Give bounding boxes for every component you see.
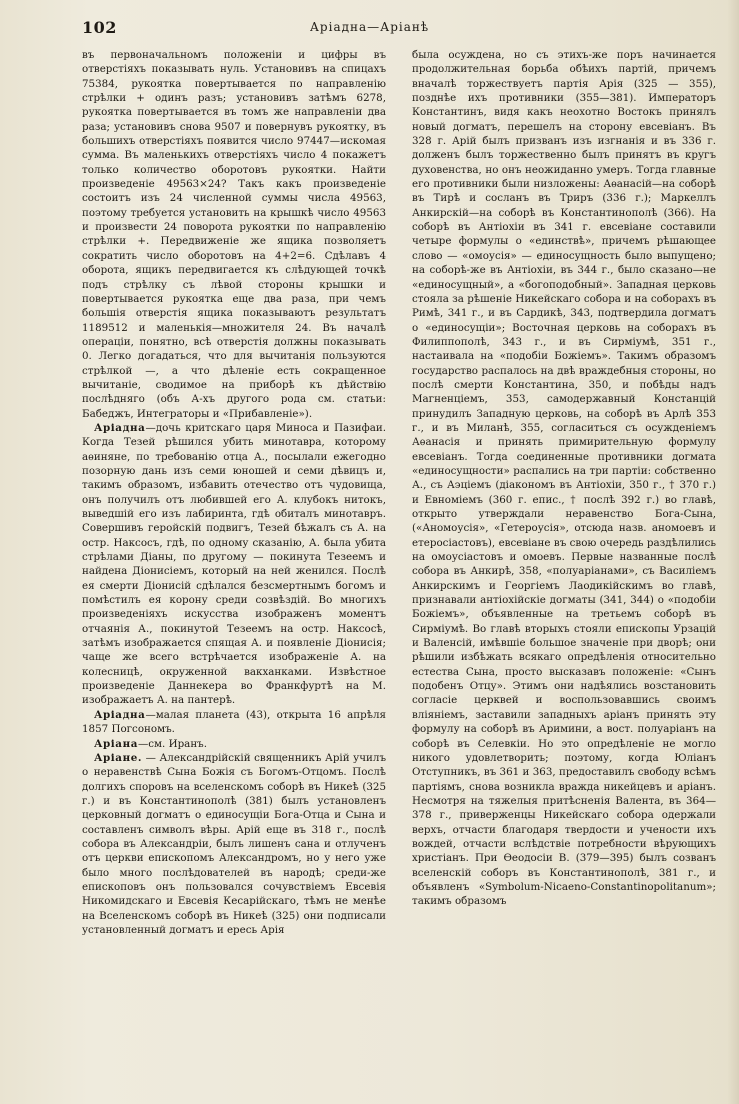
article-continuation: въ первоначальномъ положеніи и цифры въ отверстіяхъ показывать нуль. Установивъ на спицахъ 75384, рукоятка повертывается по направленію стрѣлки + одинъ разъ; установивъ затѣмъ 6278, рукоятка повертывается въ томъ же направленіи два раза; установивъ снова 9507 и повернувъ рукоятку, въ большихъ отверстіяхъ появится число 97447—искомая сумма. Въ маленькихъ отверстіяхъ число 4 покажетъ только количество оборотовъ рукоятки. Найти произведеніе 49563×24? Такъ какъ произведеніе состоитъ изъ 24 численной суммы числа 49563, поэтому требуется установить на крышкѣ число 49563 и произвести 24 поворота рукоятки по направленію стрѣлки +. Передвиженіе же ящика позволяетъ сократить число оборотовъ на 4+2=6. Сдѣлавъ 4 оборота, ящикъ передвигается къ слѣдующей точкѣ подъ стрѣлку съ лѣвой стороны крышки и повертывается рукоятка еще два раза, при чемъ большія отверстія ящика показываютъ результатъ 1189512 и маленькія—множителя 24. Въ началѣ операціи, понятно, всѣ отверстія должны показывать 0. Легко догадаться, что для вычитанія пользуются стрѣлкой —, а что дѣленіе есть сокращенное вычитаніе, сводимое на приборѣ къ дѣйствію послѣдняго (объ А-хъ другого рода см. статьи: Бабеджъ, Интеграторы и «Прибавленіе»). [82, 49, 386, 420]
entry-arianie-continuation: была осуждена, но съ этихъ-же поръ начинается продолжительная борьба обѣихъ партій, причемъ вначалѣ торжествуетъ партія Арія (325 — 355), позднѣе ихъ противники (355—381). Императоръ Константинъ, видя какъ неохотно Востокъ принялъ новый догматъ, перешелъ на сторону евсевіанъ. Въ 328 г. Арій былъ призванъ изъ изгнанія и въ 336 г. долженъ былъ торжественно былъ принятъ въ кругъ духовенства, но онъ неожиданно умеръ. Тогда главные его противники были низложены: Аѳанасій—на соборѣ въ Тирѣ и сосланъ въ Триръ (336 г.); Маркеллъ Анкирскій—на соборѣ въ Константинополѣ (366). На соборѣ въ Антіохіи въ 341 г. евсевіане составили четыре формулы о «единствѣ», причемъ рѣшающее слово — «омоусія» — единосущность было выпущено; на соборѣ-же въ Антіохіи, въ 344 г., было сказано—не «единосущный», а «богоподобный». Западная церковь стояла за рѣшеніе Никейскаго собора и на соборахъ въ Римѣ, 341 г., и въ Сардикѣ, 343, подтвердила догматъ о «единосущіи»; Восточная церковь на соборахъ въ Филиппополѣ, 343 г., и въ Сирміумѣ, 351 г., настаивала на «подобіи Божіемъ». Такимъ образомъ государство распалось на двѣ враждебныя стороны, но послѣ смерти Константина, 350, и побѣды надъ Магненціемъ, 353, самодержавный Констанцій принудилъ Западную церковь, на соборѣ въ Арлѣ 353 г., и въ Миланѣ, 355, согласиться съ осужденіемъ Аѳанасія и принять примирительную формулу евсевіанъ. Тогда соединенные противники догмата «единосущности» распались на три партіи: собственно А., съ Аэціемъ (діакономъ въ Антіохіи, 350 г., † 370 г.) и Евноміемъ (360 г. епис., † послѣ 392 г.) во главѣ, открыто утверждали неравенство Бога-Сына, («Аномоусія», «Гетероусія», отсюда назв. аномоевъ и етеросіастовъ), евсевіане въ свою очередь раздѣлились на омоусіастовъ и омоевъ. Первые названные послѣ собора въ Анкирѣ, 358, «полуаріанами», съ Василіемъ Анкирскимъ и Георгіемъ Лаодикійскимъ во главѣ, признавали антіохійскіе догматы (341, 344) о «подобіи Божіемъ», объявленные на третьемъ соборѣ въ Сирміумѣ. Во главѣ вторыхъ стояли епископы Урзацій и Валенсій, имѣвшіе большое значеніе при дворѣ; они рѣшили избѣжать всякаго опредѣленія относительно естества Сына, просто высказавъ положеніе: «Сынъ подобенъ Отцу». Этимъ они надѣялись возстановить согласіе церквей и воспользовавшись своимъ вліяніемъ, заставили западныхъ аріанъ принять эту формулу на соборѣ въ Аримини, а вост. полуаріанъ на соборѣ въ Селевкіи. Но это опредѣленіе не могло никого удовлетворить; поэтому, когда Юліанъ Отступникъ, въ 361 и 363, предоставилъ свободу всѣмъ партіямъ, снова возникла вражда никейцевъ и аріанъ. Несмотря на тяжелыя притѣсненія Валента, въ 364—378 г., приверженцы Никейскаго собора одержали верхъ, отчасти благодаря твердости и учености ихъ вождей, отчасти вслѣдствіе потребности вѣрующихъ христіанъ. При Ѳеодосіи В. (379—395) былъ созванъ вселенскій соборъ въ Константинополѣ, 381 г., и объявленъ «Symbolum-Nicaeno-Constantinopolitanum»; такимъ образомъ [412, 49, 716, 908]
headword-ariadna: Аріадна [94, 421, 146, 434]
page-edge-shadow [727, 0, 739, 1104]
left-column [82, 48, 386, 937]
page-number: 102 [82, 18, 117, 37]
entry-ariadna-text: —дочь критскаго царя Миноса и Пазифаи. Когда Тезей рѣшился убить минотавра, которому аѳиняне, по требованію отца А., посылали ежегодно позорную дань изъ семи юношей и семи дѣвицъ и, такимъ образомъ, избавить отечество отъ чудовища, онъ получилъ отъ любившей его А. клубокъ нитокъ, выведшій его изъ лабиринта, гдѣ обиталъ минотавръ. Совершивъ геройскій подвигъ, Тезей бѣжалъ съ А. на остр. Наксосъ, гдѣ, по одному сказанію, А. была убита стрѣлами Діаны, по другому — покинута Тезеемъ и найдена Діонисіемъ, который на ней женился. Послѣ ея смерти Діонисій сдѣлался безсмертнымъ богомъ и помѣстилъ ея корону среди созвѣздій. Во многихъ произведеніяхъ искусства изображенъ моментъ отчаянія А., покинутой Тезеемъ на остр. Наксосѣ, затѣмъ изображается спящая А. и появленіе Діонисія; чаще же всего встрѣчается изображеніе А. на колесницѣ, окруженной вакханками. Извѣстное произведеніе Даннекера во Франкфуртѣ на М. изображаетъ А. на пантерѣ. [82, 421, 386, 707]
entry-ariana-text: —см. Иранъ. [137, 737, 208, 750]
entry-ariadna-planet-text: —малая планета (43), открыта 16 апрѣля 1857 Погсономъ. [82, 708, 386, 736]
running-head: Аріадна—Аріанѣ [309, 20, 430, 34]
entry-ariadna-planet [82, 708, 386, 737]
headword-arianie: Аріане. [94, 751, 143, 764]
headword-ariana: Аріана [94, 737, 138, 750]
headword-ariadna-planet: Аріадна [94, 708, 146, 721]
entry-ariana [82, 737, 386, 751]
entry-arianie-text: — Александрійскій священникъ Арій училъ о неравенствѣ Сына Божія съ Богомъ-Отцомъ. Послѣ долгихъ споровъ на вселенскомъ соборѣ въ Никеѣ (325 г.) и въ Константинополѣ (381) былъ установленъ церковный догматъ о единосущіи Бога-Отца и Сына и составленъ символъ вѣры. Арій еще въ 318 г., послѣ собора въ Александріи, былъ лишенъ сана и отлученъ отъ церкви епископомъ Александромъ, но у него уже было много послѣдователей въ народѣ; среди-же епископовъ онъ пользовался сочувствіемъ Евсевія Никомидскаго и Евсевія Кесарійскаго, тѣмъ не менѣе на Вселенскомъ соборѣ въ Никеѣ (325) они подписали установленный догматъ и ересь Арія [82, 751, 386, 936]
entry-arianie [82, 751, 386, 937]
right-column [412, 48, 716, 909]
entry-ariadna [82, 421, 386, 708]
